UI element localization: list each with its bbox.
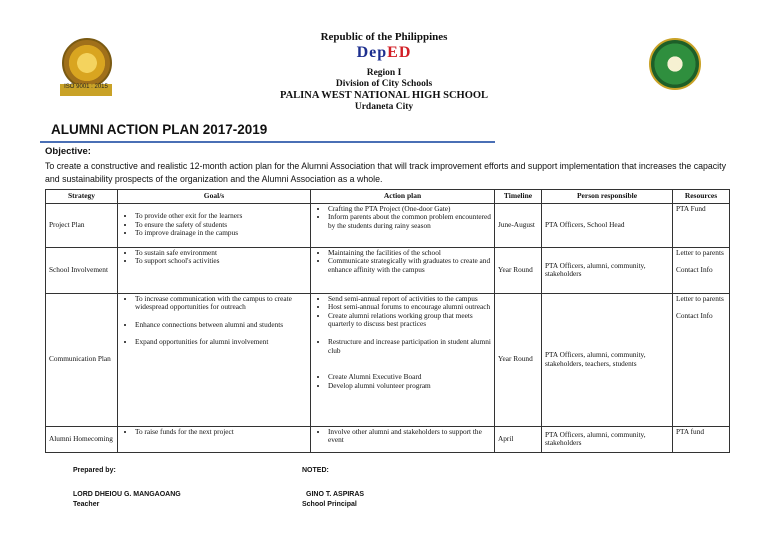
- table-row: [46, 426, 730, 452]
- header-resources: Resources: [673, 190, 730, 204]
- cell-timeline: Year Round: [495, 247, 542, 293]
- resource-item: Letter to parents: [676, 293, 724, 303]
- goal-item: • To ensure the safety of students: [135, 221, 307, 230]
- cell-person: PTA Officers, alumni, community, stakeholders: [542, 247, 673, 293]
- cell-goals: [118, 426, 311, 452]
- prepared-by-role: Teacher: [73, 501, 100, 508]
- cell-resources: [673, 247, 730, 293]
- action-item: • Create alumni relations working group that meets quarterly to discuss best practices: [328, 312, 491, 329]
- resource-item: Letter to parents: [676, 247, 724, 257]
- cell-goals: [118, 203, 311, 247]
- page-title: ALUMNI ACTION PLAN 2017-2019: [51, 122, 268, 137]
- goal-item: • To increase communication with the campus to create widespread opportunities for outreach: [135, 295, 307, 312]
- action-item: • Involve other alumni and stakeholders to support the event: [328, 428, 491, 445]
- goal-item: • To provide other exit for the learners: [135, 212, 307, 221]
- cell-goals: [118, 247, 311, 293]
- action-item: • Create Alumni Executive Board: [328, 373, 491, 382]
- cell-person: PTA Officers, School Head: [542, 203, 673, 247]
- cell-strategy: School Involvement: [46, 247, 118, 293]
- header-timeline: Timeline: [495, 190, 542, 204]
- cell-actions: [311, 247, 495, 293]
- cell-strategy: Alumni Homecoming: [46, 426, 118, 452]
- resource-item: PTA fund: [676, 426, 704, 436]
- cell-resources: [673, 426, 730, 452]
- objective-label: Objective:: [45, 146, 91, 157]
- cell-strategy: Communication Plan: [46, 293, 118, 426]
- republic-heading: Republic of the Philippines: [320, 31, 448, 43]
- action-item: • Send semi-annual report of activities to the campus: [328, 295, 491, 304]
- action-item: • Host semi-annual forums to encourage alumni outreach: [328, 303, 491, 312]
- goal-item: • Enhance connections between alumni and students: [135, 321, 307, 330]
- division-heading: Division of City Schools: [335, 79, 433, 89]
- cell-person: PTA Officers, alumni, community, stakeholders, teachers, students: [542, 293, 673, 426]
- table-row: [46, 203, 730, 247]
- cell-resources: [673, 293, 730, 426]
- cell-timeline: Year Round: [495, 293, 542, 426]
- prepared-by-label: Prepared by:: [73, 467, 116, 474]
- noted-role: School Principal: [302, 501, 357, 508]
- city-name: Urdaneta City: [354, 102, 414, 112]
- goal-item: • To improve drainage in the campus: [135, 229, 307, 238]
- objective-text: To create a constructive and realistic 12-month action plan for the Alumni Association that will track improvement efforts and support implementation that increases the capacity and sustainability prospects of the organization and the Alumni Association as a whole.: [45, 161, 726, 184]
- table-row: [46, 247, 730, 293]
- cell-timeline: April: [495, 426, 542, 452]
- action-item: • Inform parents about the common problem encountered by the students during rainy season: [328, 213, 491, 230]
- noted-name: GINO T. ASPIRAS: [306, 491, 365, 498]
- cell-timeline: June-August: [495, 203, 542, 247]
- goal-item: • To support school's activities: [135, 257, 307, 266]
- cell-actions: [311, 203, 495, 247]
- header-goals: Goal/s: [118, 190, 311, 204]
- action-item: • Crafting the PTA Project (One-door Gate): [328, 205, 491, 214]
- resource-item: Contact Info: [676, 265, 713, 275]
- action-plan-table: [45, 189, 730, 453]
- prepared-by-name: LORD DHEIOU G. MANGAOANG: [73, 491, 181, 498]
- header-action-plan: Action plan: [311, 190, 495, 204]
- deped-logo-part2: ED: [387, 44, 412, 61]
- goal-item: • To raise funds for the next project: [135, 428, 307, 437]
- school-name: PALINA WEST NATIONAL HIGH SCHOOL: [279, 90, 489, 101]
- cell-actions: [311, 426, 495, 452]
- cell-strategy: Project Plan: [46, 203, 118, 247]
- region-heading: Region I: [366, 68, 402, 78]
- action-item: • Restructure and increase participation in student alumni club: [328, 338, 491, 355]
- cell-resources: [673, 203, 730, 247]
- title-underline: [40, 141, 495, 143]
- resource-item: PTA Fund: [676, 203, 706, 213]
- iso-seal-caption: ISO 9001 : 2015: [60, 84, 112, 96]
- deped-logo: [0, 44, 768, 62]
- header-strategy: Strategy: [46, 190, 118, 204]
- cell-actions: [311, 293, 495, 426]
- table-row: [46, 293, 730, 426]
- noted-label: NOTED:: [302, 467, 329, 474]
- goal-item: • Expand opportunities for alumni involvement: [135, 338, 307, 347]
- table-header-row: [46, 190, 730, 204]
- deped-logo-part1: Dep: [356, 44, 388, 61]
- action-item: • Maintaining the facilities of the school: [328, 249, 491, 258]
- action-item: • Communicate strategically with graduates to create and enhance affinity with the campus: [328, 257, 491, 274]
- resource-item: Contact Info: [676, 311, 713, 321]
- cell-goals: [118, 293, 311, 426]
- action-item: • Develop alumni volunteer program: [328, 382, 491, 391]
- goal-item: • To sustain safe environment: [135, 249, 307, 258]
- header-person-responsible: Person responsible: [542, 190, 673, 204]
- cell-person: PTA Officers, alumni, community, stakeholders: [542, 426, 673, 452]
